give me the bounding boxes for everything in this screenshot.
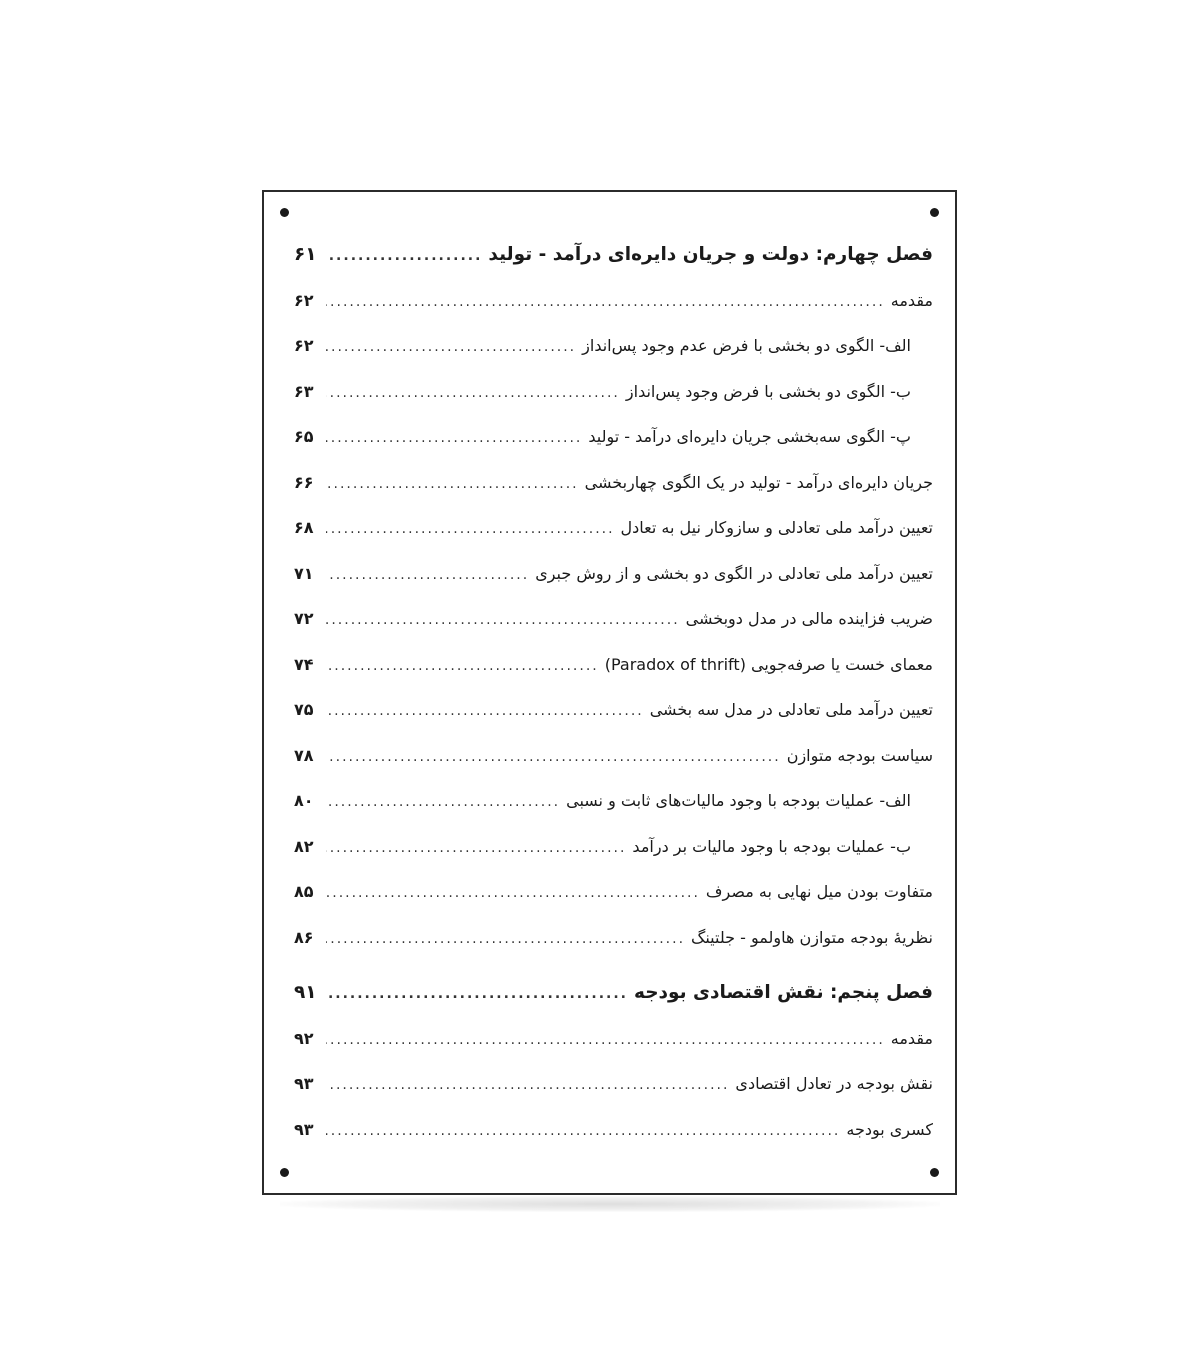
toc-page-number: ۷۴ — [294, 654, 314, 674]
dot-leader — [326, 972, 628, 1018]
dot-leader — [326, 416, 582, 462]
toc-entry — [294, 278, 933, 324]
toc-page-number: ۶۵ — [294, 427, 314, 446]
dot-leader — [326, 689, 644, 735]
dot-leader — [326, 280, 885, 326]
toc-page-number: ۹۱ — [294, 982, 317, 1003]
dot-leader — [326, 735, 781, 781]
dot-leader — [326, 507, 615, 553]
toc-title: مقدمه — [890, 1028, 933, 1048]
toc-page — [262, 190, 957, 1195]
toc-entry — [294, 1016, 933, 1062]
toc-subentry — [294, 824, 933, 870]
toc-title: ب- الگوی دو بخشی با فرض وجود پس‌انداز — [625, 381, 911, 401]
toc-title: فصل پنجم: نقش اقتصادی بودجه — [634, 982, 933, 1003]
toc-title: تعیین درآمد ملی تعادلی در مدل سه بخشی — [649, 700, 933, 719]
toc-title: الف- عملیات بودجه با وجود مالیات‌های ثابت و نسبی — [566, 791, 911, 810]
toc-chapter-5 — [294, 970, 933, 1016]
toc-page-number: ۶۲ — [294, 336, 314, 355]
toc-subentry — [294, 778, 933, 824]
page-shadow — [280, 1196, 940, 1212]
toc-title: ب- عملیات بودجه با وجود مالیات بر درآمد — [632, 836, 911, 856]
toc-title: جریان دایره‌ای درآمد - تولید در یک الگوی چهاربخشی — [584, 472, 933, 492]
corner-dot-top-left — [280, 208, 289, 217]
corner-dot-top-right — [930, 208, 939, 217]
toc-entry — [294, 596, 933, 642]
toc-title: ضریب فزاینده مالی در مدل دوبخشی — [685, 609, 933, 628]
toc-title: کسری بودجه — [846, 1119, 933, 1139]
toc-page-number: ۷۸ — [294, 745, 314, 765]
toc-page-number: ۸۲ — [294, 836, 314, 856]
toc-title: تعیین درآمد ملی تعادلی در الگوی دو بخشی و از روش جبری — [535, 563, 933, 583]
toc-title: الف- الگوی دو بخشی با فرض عدم وجود پس‌انداز — [582, 336, 911, 355]
toc-title: متفاوت بودن میل نهایی به مصرف — [705, 882, 933, 901]
toc-page-number: ۶۸ — [294, 518, 314, 537]
toc-entry — [294, 915, 933, 961]
dot-leader — [326, 462, 579, 508]
toc-entry — [294, 687, 933, 733]
corner-dot-bottom-right — [930, 1168, 939, 1177]
toc-entry — [294, 869, 933, 915]
toc-page-number: ۶۶ — [294, 472, 314, 492]
toc-title: معمای خست یا صرفه‌جویی (Paradox of thrift) — [604, 654, 933, 674]
toc-page-number: ۶۱ — [294, 244, 317, 265]
dot-leader — [326, 234, 482, 280]
toc-title: نقش بودجه در تعادل اقتصادی — [735, 1074, 933, 1093]
dot-leader — [326, 917, 685, 963]
toc-page-number: ۹۲ — [294, 1028, 314, 1048]
toc-page-number: ۶۳ — [294, 381, 314, 401]
toc-entry — [294, 1107, 933, 1153]
dot-leader — [326, 1018, 885, 1064]
corner-dot-bottom-left — [280, 1168, 289, 1177]
toc-page-number: ۷۱ — [294, 563, 314, 583]
toc-subentry — [294, 369, 933, 415]
toc-page-number: ۶۲ — [294, 290, 314, 310]
dot-leader — [326, 553, 529, 599]
toc-chapter-4 — [294, 232, 933, 278]
dot-leader — [326, 1109, 840, 1155]
toc-subentry — [294, 414, 933, 460]
toc-entry — [294, 1061, 933, 1107]
dot-leader — [326, 871, 700, 917]
toc-title: فصل چهارم: دولت و جریان دایره‌ای درآمد - تولید — [488, 244, 933, 265]
dot-leader — [326, 371, 620, 417]
dot-leader — [326, 780, 560, 826]
dot-leader — [326, 1063, 729, 1109]
toc-title: مقدمه — [890, 290, 933, 310]
toc-entry — [294, 460, 933, 506]
dot-leader — [326, 325, 576, 371]
dot-leader — [326, 644, 599, 690]
toc-title: پ- الگوی سه‌بخشی جریان دایره‌ای درآمد - تولید — [588, 427, 911, 446]
toc-entry — [294, 733, 933, 779]
toc-page-number: ۸۰ — [294, 791, 314, 810]
toc-page-number: ۷۵ — [294, 700, 314, 719]
toc-page-number: ۹۳ — [294, 1119, 314, 1139]
table-of-contents — [294, 232, 933, 1152]
toc-page-number: ۸۶ — [294, 927, 314, 947]
toc-entry — [294, 551, 933, 597]
toc-page-number: ۸۵ — [294, 882, 314, 901]
toc-title: تعیین درآمد ملی تعادلی و سازوکار نیل به تعادل — [620, 518, 933, 537]
dot-leader — [326, 598, 680, 644]
toc-subentry — [294, 323, 933, 369]
toc-page-number: ۷۲ — [294, 609, 314, 628]
dot-leader — [326, 826, 626, 872]
toc-title: نظریهٔ بودجه متوازن هاولمو - جلتینگ — [691, 927, 933, 947]
toc-title: سیاست بودجه متوازن — [786, 745, 933, 765]
toc-entry — [294, 505, 933, 551]
toc-page-number: ۹۳ — [294, 1074, 314, 1093]
toc-entry — [294, 642, 933, 688]
